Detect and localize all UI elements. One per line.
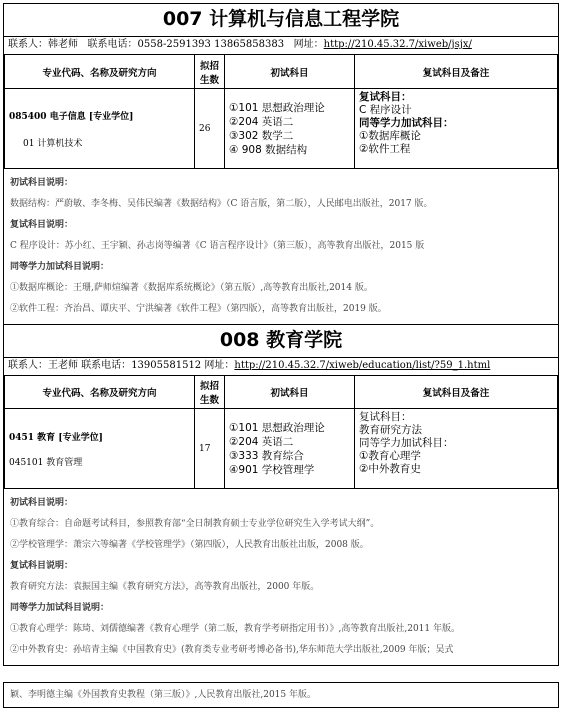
note-line: ①教育心理学：陈琦、刘儒德编著《教育心理学（第二版，教育学考研指定用书）》,高等教育出版社,2011 年版。 — [10, 624, 460, 634]
subject-item: ④901 学校管理学 — [229, 463, 315, 476]
note-line: ②软件工程：齐治昌、谭庆平、宁洪编著《软件工程》（第四版），高等教育出版社，2019 版。 — [10, 304, 387, 314]
research-direction: 01 计算机技术 — [23, 138, 83, 149]
note-heading: 复试科目说明： — [10, 561, 74, 571]
phone-label: 联系电话： — [81, 360, 132, 371]
note-line: ①数据库概论：王珊,萨师煊编著《数据库系统概论》（第五版）,高等教育出版社,2014 版。 — [10, 283, 373, 293]
program-table — [4, 375, 558, 489]
contact-name: 韩老师 — [48, 39, 78, 50]
extra-title: 同等学力加试科目： — [359, 437, 454, 449]
note-heading: 初试科目说明： — [10, 178, 74, 188]
program-table — [4, 54, 558, 169]
extra-subject: ②软件工程 — [359, 143, 411, 155]
subject-item: ①101 思想政治理论 — [229, 421, 325, 434]
subject-item: ①101 思想政治理论 — [229, 101, 325, 114]
extra-subject: ①数据库概论 — [359, 130, 421, 142]
header-initial: 初试科目 — [225, 376, 355, 409]
retest-cell — [355, 89, 558, 169]
initial-subjects — [225, 89, 355, 169]
contact-line — [4, 357, 558, 375]
section-007 — [3, 3, 559, 325]
note-heading: 同等学力加试科目说明： — [10, 603, 110, 613]
note-line: C 程序设计：苏小红、王宇颖、孙志岗等编著《C 语言程序设计》（第三版），高等教育出版社，2015 版 — [10, 241, 425, 251]
retest-title: 复试科目： — [359, 91, 412, 103]
continuation-block — [3, 682, 559, 708]
note-line: ②中外教育史：孙培青主编《中国教育史》(教育类专业考研考博必备书),华东师范大学出版社,2009 年版；吴式 — [10, 645, 454, 655]
note-line: 数据结构：严蔚敏、李冬梅、吴伟民编著《数据结构》（C 语言版，第二版），人民邮电出版社，2017 版。 — [10, 199, 433, 209]
website-link[interactable]: http://210.45.32.7/xiweb/education/list/?59_1.html — [234, 360, 491, 371]
major-cell — [5, 409, 195, 489]
header-retest: 复试科目及备注 — [355, 55, 558, 89]
note-heading: 复试科目说明： — [10, 220, 74, 230]
website-link[interactable]: http://210.45.32.7/xiweb/jsjx/ — [323, 39, 472, 50]
research-direction: 045101 教育管理 — [9, 457, 83, 468]
note-line: 颖、李明德主编《外国教育史教程（第三版）》,人民教育出版社,2015 年版。 — [10, 690, 316, 700]
website-label: 网址： — [204, 360, 235, 371]
extra-subject: ②中外教育史 — [359, 463, 421, 475]
phone-number: 13905581512 — [131, 360, 202, 371]
header-major: 专业代码、名称及研究方向 — [5, 55, 195, 89]
major-cell — [5, 89, 195, 169]
major-code: 0451 教育 [专业学位] — [9, 432, 103, 443]
subject-item: ②204 英语二 — [229, 115, 294, 128]
enroll-count: 17 — [195, 409, 225, 489]
header-major: 专业代码、名称及研究方向 — [5, 376, 195, 409]
extra-title: 同等学力加试科目： — [359, 117, 454, 129]
header-enroll: 拟招生数 — [195, 55, 225, 89]
note-line: 教育研究方法：袁振国主编《教育研究方法》，高等教育出版社，2000 年版。 — [10, 582, 320, 592]
retest-subject: C 程序设计 — [359, 104, 412, 116]
retest-subject: 教育研究方法 — [359, 424, 422, 436]
phone-label: 联系电话： — [87, 39, 138, 50]
document-page — [3, 3, 559, 708]
section-008 — [3, 325, 559, 666]
extra-subject: ①教育心理学 — [359, 450, 421, 462]
note-heading: 初试科目说明： — [10, 498, 74, 508]
subject-item: ③333 教育综合 — [229, 449, 304, 462]
header-enroll: 拟招生数 — [195, 376, 225, 409]
notes-block — [4, 169, 558, 324]
contact-label: 联系人： — [8, 39, 48, 50]
contact-line — [4, 36, 558, 54]
major-code: 085400 电子信息 [专业学位] — [9, 111, 134, 122]
note-line: ②学校管理学：萧宗六等编著《学校管理学》（第四版），人民教育出版社出版，2008 版。 — [10, 540, 369, 550]
header-retest: 复试科目及备注 — [355, 376, 558, 409]
page-gap — [3, 666, 559, 682]
retest-cell — [355, 409, 558, 489]
contact-name: 王老师 — [48, 360, 78, 371]
enroll-count: 26 — [195, 89, 225, 169]
section-title: 007 计算机与信息工程学院 — [162, 8, 400, 30]
contact-label: 联系人： — [8, 360, 48, 371]
note-line: ①教育综合：自命题考试科目，参照教育部“全日制教育硕士专业学位研究生入学考试大纲”。 — [10, 519, 380, 529]
phone-number: 0558-2591393 13865858383 — [137, 39, 285, 50]
website-label: 网址： — [293, 39, 324, 50]
subject-item: ④ 908 数据结构 — [229, 143, 308, 156]
retest-title: 复试科目： — [359, 411, 412, 423]
subject-item: ③302 数学二 — [229, 129, 294, 142]
notes-block — [4, 489, 558, 665]
header-initial: 初试科目 — [225, 55, 355, 89]
section-title: 008 教育学院 — [219, 329, 343, 351]
initial-subjects — [225, 409, 355, 489]
subject-item: ②204 英语二 — [229, 435, 294, 448]
note-heading: 同等学力加试科目说明： — [10, 262, 110, 272]
